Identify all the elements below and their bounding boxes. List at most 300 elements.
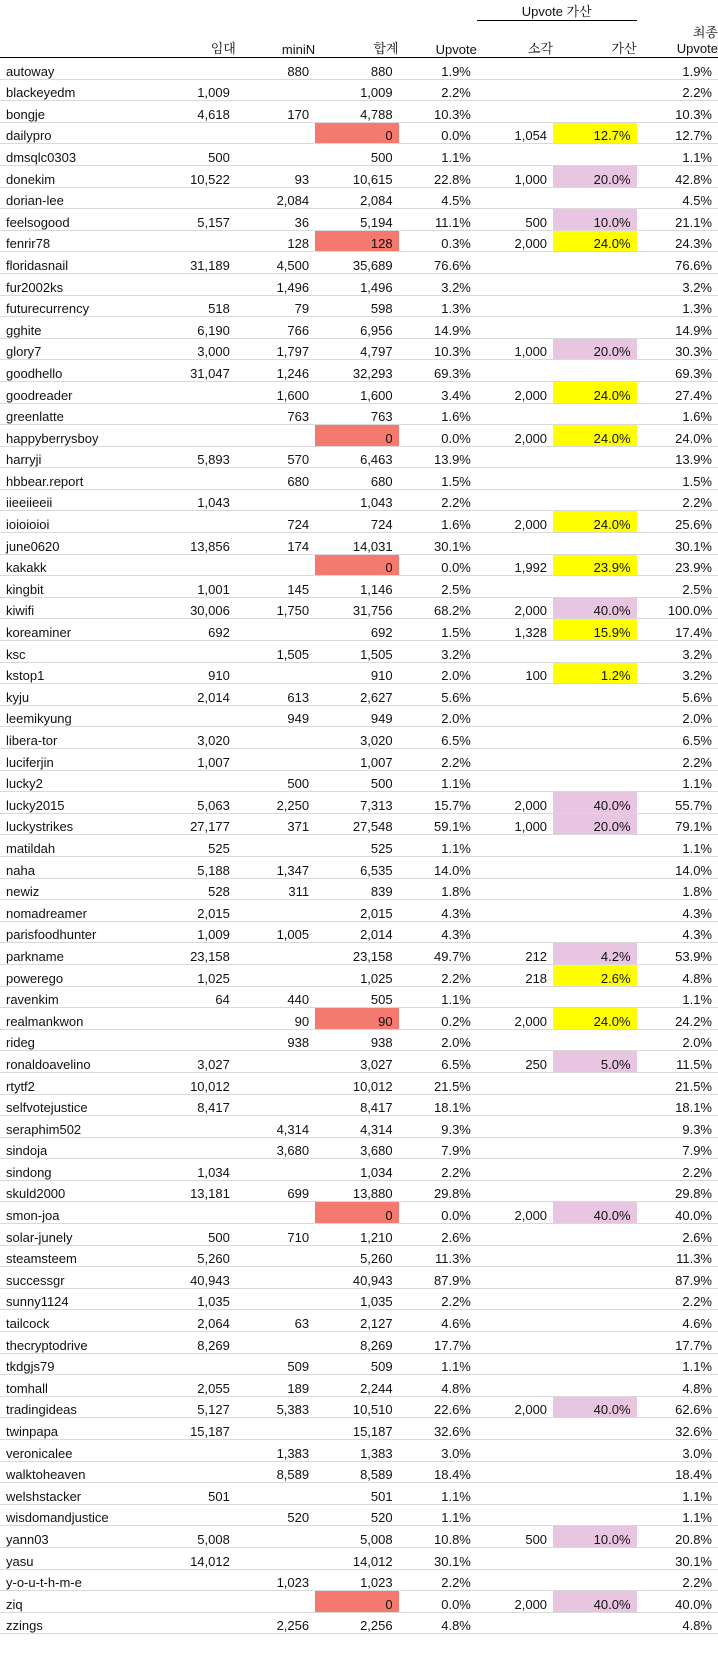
cell-upvote: 17.7%	[399, 1332, 477, 1354]
table-row	[0, 1288, 718, 1310]
cell-lease: 692	[157, 619, 236, 641]
table-row	[0, 1180, 718, 1202]
cell-sum: 31,756	[315, 597, 398, 619]
cell-minin	[236, 79, 315, 101]
cell-account-name: yann03	[0, 1526, 157, 1548]
table-row	[0, 144, 718, 166]
cell-sum: 1,043	[315, 489, 398, 511]
cell-minin	[236, 943, 315, 965]
cell-upvote: 1.1%	[399, 835, 477, 857]
table-row	[0, 749, 718, 771]
cell-upvote: 0.2%	[399, 1008, 477, 1030]
cell-burn: 2,000	[477, 1396, 553, 1418]
cell-lease: 1,009	[157, 79, 236, 101]
cell-final-upvote: 4.8%	[637, 1612, 718, 1634]
cell-lease: 64	[157, 986, 236, 1008]
cell-bonus	[553, 1504, 637, 1526]
cell-minin: 3,680	[236, 1137, 315, 1159]
cell-lease	[157, 1353, 236, 1375]
cell-sum: 0	[315, 1591, 398, 1613]
cell-sum: 2,084	[315, 187, 398, 209]
cell-lease	[157, 1202, 236, 1224]
cell-minin: 1,347	[236, 856, 315, 878]
cell-bonus	[553, 144, 637, 166]
cell-account-name: thecryptodrive	[0, 1332, 157, 1354]
cell-sum: 505	[315, 986, 398, 1008]
cell-lease	[157, 425, 236, 447]
cell-account-name: harryji	[0, 446, 157, 468]
cell-bonus: 15.9%	[553, 619, 637, 641]
cell-burn	[477, 1353, 553, 1375]
cell-minin: 2,250	[236, 792, 315, 814]
cell-final-upvote: 14.9%	[637, 317, 718, 339]
cell-account-name: dailypro	[0, 122, 157, 144]
cell-minin: 79	[236, 295, 315, 317]
cell-account-name: happyberrysboy	[0, 425, 157, 447]
cell-account-name: skuld2000	[0, 1180, 157, 1202]
cell-burn: 2,000	[477, 511, 553, 533]
cell-burn: 2,000	[477, 1591, 553, 1613]
cell-account-name: smon-joa	[0, 1202, 157, 1224]
cell-bonus	[553, 1224, 637, 1246]
cell-burn	[477, 900, 553, 922]
cell-lease	[157, 641, 236, 663]
cell-final-upvote: 79.1%	[637, 813, 718, 835]
cell-upvote: 15.7%	[399, 792, 477, 814]
cell-final-upvote: 69.3%	[637, 360, 718, 382]
cell-minin: 371	[236, 813, 315, 835]
cell-minin	[236, 1094, 315, 1116]
cell-burn	[477, 273, 553, 295]
cell-sum: 1,210	[315, 1224, 398, 1246]
cell-lease: 3,000	[157, 338, 236, 360]
cell-upvote: 4.8%	[399, 1375, 477, 1397]
cell-bonus: 20.0%	[553, 165, 637, 187]
cell-burn: 2,000	[477, 1202, 553, 1224]
cell-sum: 520	[315, 1504, 398, 1526]
cell-final-upvote: 24.3%	[637, 230, 718, 252]
cell-account-name: nomadreamer	[0, 900, 157, 922]
cell-upvote: 11.3%	[399, 1245, 477, 1267]
cell-final-upvote: 3.2%	[637, 273, 718, 295]
cell-bonus	[553, 468, 637, 490]
cell-upvote: 3.4%	[399, 381, 477, 403]
table-row	[0, 921, 718, 943]
cell-minin	[236, 1288, 315, 1310]
cell-burn: 2,000	[477, 1008, 553, 1030]
cell-burn	[477, 468, 553, 490]
cell-sum: 1,009	[315, 79, 398, 101]
cell-sum: 0	[315, 425, 398, 447]
cell-minin	[236, 619, 315, 641]
cell-sum: 501	[315, 1483, 398, 1505]
cell-bonus: 20.0%	[553, 813, 637, 835]
cell-sum: 128	[315, 230, 398, 252]
table-row	[0, 813, 718, 835]
cell-burn	[477, 749, 553, 771]
cell-bonus: 24.0%	[553, 381, 637, 403]
cell-sum: 6,535	[315, 856, 398, 878]
cell-bonus	[553, 295, 637, 317]
cell-lease	[157, 511, 236, 533]
cell-account-name: newiz	[0, 878, 157, 900]
table-row	[0, 1547, 718, 1569]
table-row	[0, 468, 718, 490]
cell-sum: 949	[315, 705, 398, 727]
cell-burn	[477, 101, 553, 123]
cell-lease	[157, 1591, 236, 1613]
table-row	[0, 770, 718, 792]
cell-minin: 189	[236, 1375, 315, 1397]
header-group-spacer-name	[0, 0, 157, 21]
cell-burn	[477, 1310, 553, 1332]
cell-account-name: selfvotejustice	[0, 1094, 157, 1116]
cell-final-upvote: 10.3%	[637, 101, 718, 123]
cell-lease: 5,260	[157, 1245, 236, 1267]
cell-account-name: feelsogood	[0, 209, 157, 231]
cell-burn	[477, 705, 553, 727]
cell-final-upvote: 1.1%	[637, 835, 718, 857]
cell-minin: 724	[236, 511, 315, 533]
cell-final-upvote: 27.4%	[637, 381, 718, 403]
cell-final-upvote: 11.5%	[637, 1051, 718, 1073]
header-group-row	[0, 0, 718, 21]
table-row	[0, 295, 718, 317]
cell-burn	[477, 58, 553, 80]
cell-upvote: 2.2%	[399, 749, 477, 771]
table-row	[0, 1612, 718, 1634]
cell-lease: 2,064	[157, 1310, 236, 1332]
cell-account-name: solar-junely	[0, 1224, 157, 1246]
cell-minin: 766	[236, 317, 315, 339]
cell-final-upvote: 4.8%	[637, 1375, 718, 1397]
cell-lease: 525	[157, 835, 236, 857]
table-row	[0, 533, 718, 555]
cell-account-name: leemikyung	[0, 705, 157, 727]
cell-bonus	[553, 1483, 637, 1505]
cell-account-name: ronaldoavelino	[0, 1051, 157, 1073]
cell-minin: 500	[236, 770, 315, 792]
table-row	[0, 187, 718, 209]
cell-final-upvote: 23.9%	[637, 554, 718, 576]
cell-final-upvote: 53.9%	[637, 943, 718, 965]
cell-sum: 6,463	[315, 446, 398, 468]
table-row	[0, 1483, 718, 1505]
cell-account-name: powerego	[0, 964, 157, 986]
cell-lease: 31,189	[157, 252, 236, 274]
cell-bonus	[553, 1612, 637, 1634]
cell-lease: 3,020	[157, 727, 236, 749]
cell-final-upvote: 24.0%	[637, 425, 718, 447]
cell-final-upvote: 1.1%	[637, 770, 718, 792]
cell-upvote: 1.6%	[399, 403, 477, 425]
cell-minin: 1,797	[236, 338, 315, 360]
cell-account-name: zzings	[0, 1612, 157, 1634]
cell-burn	[477, 1288, 553, 1310]
cell-upvote: 2.5%	[399, 576, 477, 598]
table-row	[0, 381, 718, 403]
cell-minin	[236, 1526, 315, 1548]
cell-minin: 1,750	[236, 597, 315, 619]
cell-bonus: 40.0%	[553, 1591, 637, 1613]
cell-final-upvote: 4.6%	[637, 1310, 718, 1332]
cell-final-upvote: 4.3%	[637, 900, 718, 922]
cell-account-name: futurecurrency	[0, 295, 157, 317]
table-row	[0, 230, 718, 252]
cell-upvote: 1.1%	[399, 144, 477, 166]
cell-sum: 7,313	[315, 792, 398, 814]
table-row	[0, 1202, 718, 1224]
header-group-upvote-bonus: Upvote 가산	[477, 0, 637, 21]
cell-burn: 500	[477, 209, 553, 231]
cell-bonus	[553, 1332, 637, 1354]
table-row	[0, 1224, 718, 1246]
cell-bonus	[553, 1375, 637, 1397]
cell-bonus	[553, 1418, 637, 1440]
cell-burn	[477, 1332, 553, 1354]
cell-sum: 2,627	[315, 684, 398, 706]
cell-final-upvote: 1.5%	[637, 468, 718, 490]
table-row	[0, 554, 718, 576]
cell-sum: 4,797	[315, 338, 398, 360]
cell-minin: 520	[236, 1504, 315, 1526]
cell-lease	[157, 1504, 236, 1526]
cell-upvote: 1.1%	[399, 986, 477, 1008]
cell-upvote: 18.4%	[399, 1461, 477, 1483]
cell-sum: 500	[315, 770, 398, 792]
cell-final-upvote: 25.6%	[637, 511, 718, 533]
header-group-spacer-minin	[236, 0, 315, 21]
cell-account-name: walktoheaven	[0, 1461, 157, 1483]
table-row	[0, 1137, 718, 1159]
cell-upvote: 68.2%	[399, 597, 477, 619]
cell-burn	[477, 1116, 553, 1138]
cell-final-upvote: 1.1%	[637, 1353, 718, 1375]
cell-final-upvote: 1.1%	[637, 144, 718, 166]
header-cell-bonus: 가산	[553, 21, 637, 58]
cell-upvote: 1.6%	[399, 511, 477, 533]
cell-lease: 27,177	[157, 813, 236, 835]
cell-lease: 2,015	[157, 900, 236, 922]
cell-account-name: sindoja	[0, 1137, 157, 1159]
cell-sum: 0	[315, 1202, 398, 1224]
cell-sum: 27,548	[315, 813, 398, 835]
header-cell-name	[0, 21, 157, 58]
cell-minin: 570	[236, 446, 315, 468]
table-row	[0, 1029, 718, 1051]
cell-upvote: 0.0%	[399, 425, 477, 447]
cell-bonus: 24.0%	[553, 425, 637, 447]
cell-burn	[477, 1547, 553, 1569]
cell-upvote: 69.3%	[399, 360, 477, 382]
cell-upvote: 0.0%	[399, 1591, 477, 1613]
cell-minin: 1,023	[236, 1569, 315, 1591]
cell-lease: 5,008	[157, 1526, 236, 1548]
header-cell-final-line1: 최종	[692, 24, 718, 40]
cell-lease: 30,006	[157, 597, 236, 619]
cell-lease	[157, 273, 236, 295]
cell-final-upvote: 1.3%	[637, 295, 718, 317]
cell-minin: 680	[236, 468, 315, 490]
cell-final-upvote: 21.5%	[637, 1072, 718, 1094]
cell-minin	[236, 964, 315, 986]
cell-bonus	[553, 684, 637, 706]
cell-burn: 2,000	[477, 597, 553, 619]
cell-minin	[236, 1547, 315, 1569]
cell-final-upvote: 13.9%	[637, 446, 718, 468]
cell-lease: 8,417	[157, 1094, 236, 1116]
cell-upvote: 22.8%	[399, 165, 477, 187]
cell-lease: 528	[157, 878, 236, 900]
cell-burn	[477, 1612, 553, 1634]
table-row	[0, 943, 718, 965]
cell-lease: 3,027	[157, 1051, 236, 1073]
cell-account-name: luckystrikes	[0, 813, 157, 835]
header-group-spacer-upvote	[399, 0, 477, 21]
cell-lease	[157, 187, 236, 209]
table-row	[0, 684, 718, 706]
cell-upvote: 2.2%	[399, 1569, 477, 1591]
cell-sum: 35,689	[315, 252, 398, 274]
cell-upvote: 6.5%	[399, 1051, 477, 1073]
cell-bonus: 40.0%	[553, 1202, 637, 1224]
cell-account-name: ioioioioi	[0, 511, 157, 533]
cell-account-name: june0620	[0, 533, 157, 555]
cell-final-upvote: 2.2%	[637, 1569, 718, 1591]
cell-bonus	[553, 1353, 637, 1375]
cell-bonus: 24.0%	[553, 230, 637, 252]
cell-account-name: matildah	[0, 835, 157, 857]
cell-account-name: kiwifi	[0, 597, 157, 619]
table-row	[0, 878, 718, 900]
table-row	[0, 1008, 718, 1030]
cell-final-upvote: 1.6%	[637, 403, 718, 425]
cell-minin	[236, 489, 315, 511]
cell-bonus	[553, 1245, 637, 1267]
table-row	[0, 209, 718, 231]
cell-burn	[477, 1224, 553, 1246]
cell-account-name: tomhall	[0, 1375, 157, 1397]
cell-burn	[477, 489, 553, 511]
cell-sum: 1,007	[315, 749, 398, 771]
table-row	[0, 165, 718, 187]
cell-bonus: 10.0%	[553, 209, 637, 231]
cell-upvote: 0.3%	[399, 230, 477, 252]
table-row	[0, 122, 718, 144]
cell-account-name: dmsqlc0303	[0, 144, 157, 166]
cell-burn	[477, 144, 553, 166]
cell-account-name: tradingideas	[0, 1396, 157, 1418]
table-row	[0, 252, 718, 274]
cell-minin: 613	[236, 684, 315, 706]
cell-sum: 15,187	[315, 1418, 398, 1440]
table-row	[0, 1094, 718, 1116]
cell-bonus	[553, 446, 637, 468]
table-row	[0, 338, 718, 360]
cell-burn	[477, 1461, 553, 1483]
cell-account-name: ravenkim	[0, 986, 157, 1008]
cell-burn	[477, 360, 553, 382]
table-row	[0, 1396, 718, 1418]
cell-final-upvote: 42.8%	[637, 165, 718, 187]
cell-upvote: 4.3%	[399, 921, 477, 943]
cell-bonus	[553, 1461, 637, 1483]
table-row	[0, 964, 718, 986]
cell-upvote: 0.0%	[399, 1202, 477, 1224]
cell-final-upvote: 1.9%	[637, 58, 718, 80]
cell-upvote: 2.2%	[399, 964, 477, 986]
cell-bonus	[553, 921, 637, 943]
cell-sum: 1,496	[315, 273, 398, 295]
table-row	[0, 273, 718, 295]
cell-upvote: 14.9%	[399, 317, 477, 339]
table-row	[0, 1332, 718, 1354]
header-row	[0, 21, 718, 58]
table-row	[0, 576, 718, 598]
cell-minin: 699	[236, 1180, 315, 1202]
cell-lease	[157, 122, 236, 144]
cell-account-name: rtytf2	[0, 1072, 157, 1094]
header-group-spacer-sum	[315, 0, 398, 21]
cell-lease	[157, 705, 236, 727]
table-row	[0, 986, 718, 1008]
cell-account-name: parkname	[0, 943, 157, 965]
cell-sum: 10,615	[315, 165, 398, 187]
header-cell-lease: 임대	[157, 21, 236, 58]
cell-sum: 1,146	[315, 576, 398, 598]
table-row	[0, 58, 718, 80]
cell-upvote: 4.8%	[399, 1612, 477, 1634]
cell-lease: 5,063	[157, 792, 236, 814]
cell-minin	[236, 554, 315, 576]
cell-bonus: 4.2%	[553, 943, 637, 965]
cell-lease: 14,012	[157, 1547, 236, 1569]
cell-burn: 2,000	[477, 230, 553, 252]
cell-final-upvote: 29.8%	[637, 1180, 718, 1202]
cell-final-upvote: 21.1%	[637, 209, 718, 231]
cell-minin: 4,314	[236, 1116, 315, 1138]
cell-burn	[477, 1440, 553, 1462]
cell-upvote: 87.9%	[399, 1267, 477, 1289]
table-row	[0, 101, 718, 123]
table-row	[0, 1116, 718, 1138]
cell-minin	[236, 1483, 315, 1505]
cell-lease: 40,943	[157, 1267, 236, 1289]
cell-bonus	[553, 576, 637, 598]
cell-upvote: 2.6%	[399, 1224, 477, 1246]
table-row	[0, 79, 718, 101]
cell-minin	[236, 727, 315, 749]
cell-sum: 32,293	[315, 360, 398, 382]
table-row	[0, 1310, 718, 1332]
cell-bonus: 23.9%	[553, 554, 637, 576]
cell-burn	[477, 684, 553, 706]
cell-lease: 1,035	[157, 1288, 236, 1310]
cell-sum: 1,505	[315, 641, 398, 663]
cell-account-name: successgr	[0, 1267, 157, 1289]
cell-final-upvote: 9.3%	[637, 1116, 718, 1138]
cell-upvote: 76.6%	[399, 252, 477, 274]
cell-burn: 1,000	[477, 165, 553, 187]
cell-upvote: 10.3%	[399, 101, 477, 123]
cell-minin: 880	[236, 58, 315, 80]
cell-bonus	[553, 1569, 637, 1591]
cell-lease: 5,893	[157, 446, 236, 468]
cell-account-name: blackeyedm	[0, 79, 157, 101]
cell-bonus	[553, 1288, 637, 1310]
table-row	[0, 641, 718, 663]
cell-upvote: 1.8%	[399, 878, 477, 900]
